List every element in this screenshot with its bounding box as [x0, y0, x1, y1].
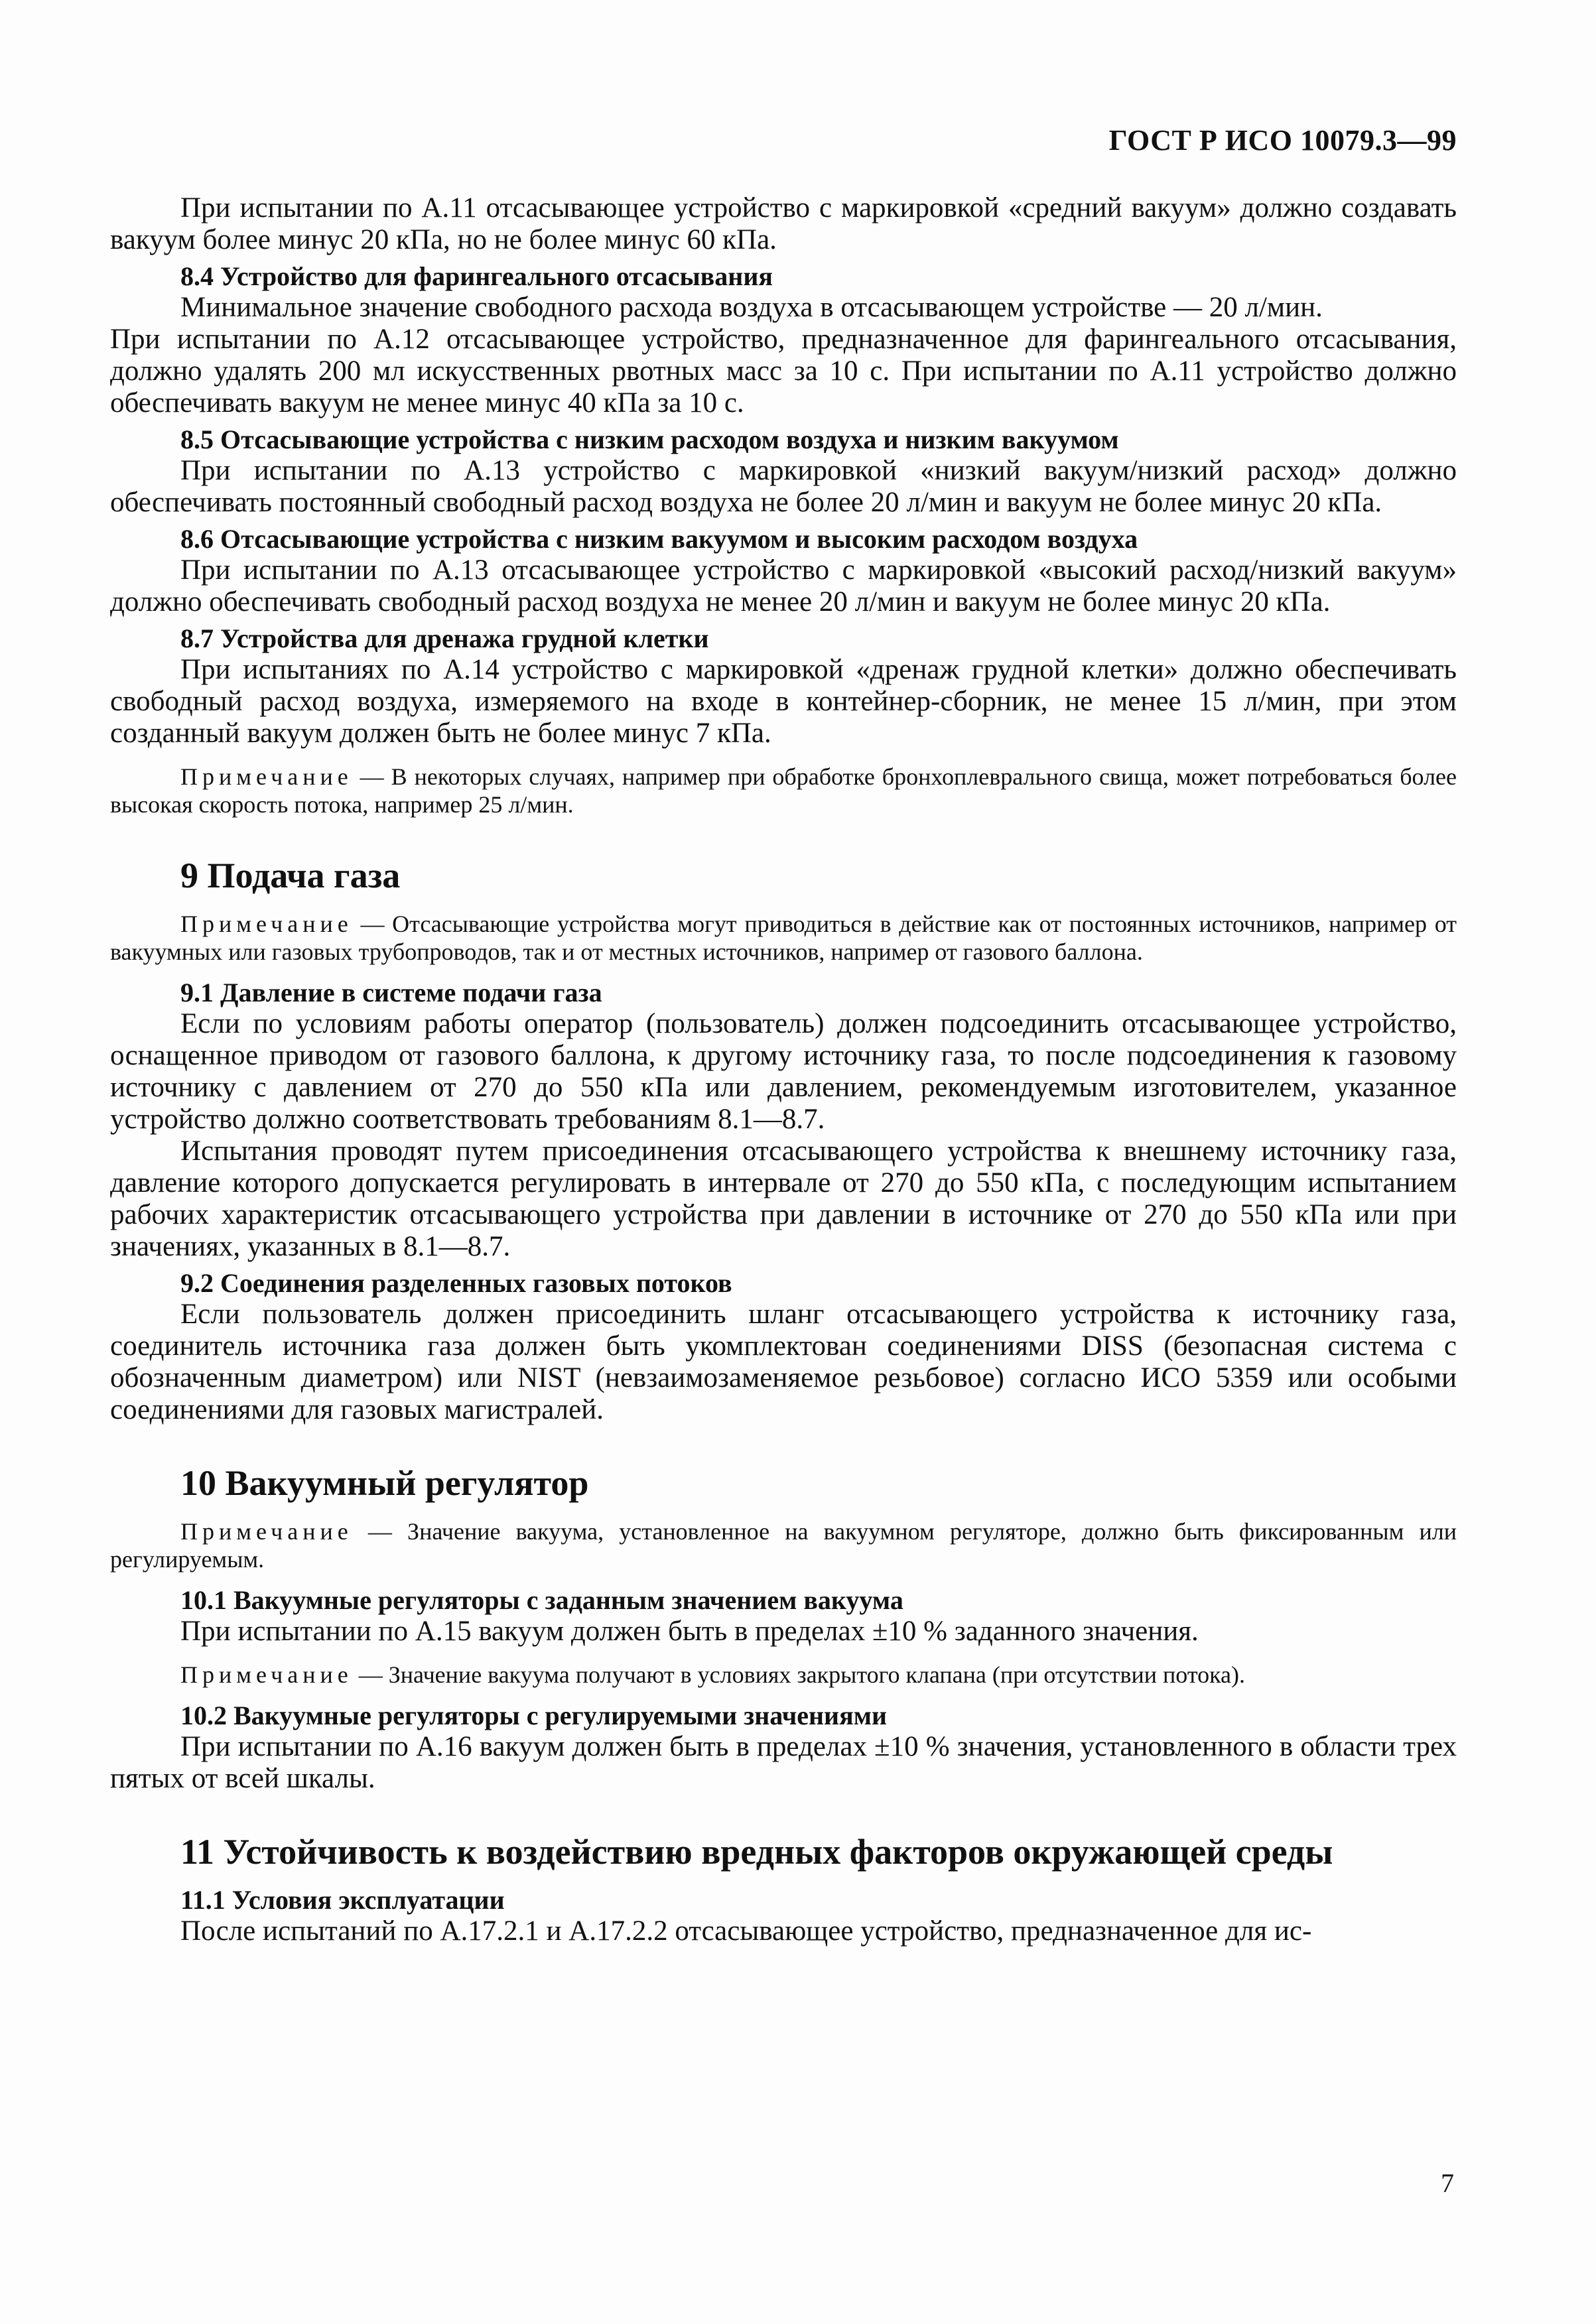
note-10	[110, 1517, 1457, 1573]
note-text: — Значение вакуума, установленное на вакуумном регуляторе, должно быть фиксированным или регулируемым.	[110, 1518, 1457, 1573]
note-label: Примечание	[180, 1661, 353, 1688]
subsection-heading-8-4: 8.4 Устройство для фарингеального отсасывания	[180, 261, 773, 291]
note-10-1	[110, 1661, 1457, 1689]
subsection-heading-9-1: 9.1 Давление в системе подачи газа	[180, 978, 602, 1007]
subsection-heading-8-5: 8.5 Отсасывающие устройства с низким расходом воздуха и низким вакуумом	[180, 424, 1119, 454]
paragraph-8-5: При испытании по А.13 устройство с маркировкой «низкий вакуум/низкий расход» должно обеспечивать постоянный свободный расход воздуха не более 20 л/мин и вакуум не более минус 20 кПа.	[110, 455, 1457, 518]
note-9	[110, 910, 1457, 966]
section-heading-11: 11 Устойчивость к воздействию вредных факторов окружающей среды	[180, 1832, 1333, 1872]
section-heading-9: 9 Подача газа	[180, 856, 401, 895]
paragraph-11-1: После испытаний по А.17.2.1 и А.17.2.2 отсасывающее устройство, предназначенное для ис-	[180, 1915, 1312, 1947]
subsection-heading-8-7: 8.7 Устройства для дренажа грудной клетки	[180, 623, 709, 653]
note-text: — Значение вакуума получают в условиях закрытого клапана (при отсутствии потока).	[352, 1661, 1245, 1688]
note-label: Примечание	[180, 911, 353, 937]
paragraph-9-1-1: Если по условиям работы оператор (пользователь) должен подсоединить отсасывающее устройство, оснащенное приводом от газового баллона, к другому источнику газа, то после подсоединения к газовому источнику с давлением от 270 до 550 кПа или давлением, рекомендуемым изготовителем, указанное устройство должно соответствовать требованиям 8.1—8.7.	[110, 1008, 1457, 1135]
paragraph-9-2: Если пользователь должен присоединить шланг отсасывающего устройства к источнику газа, соединитель источника газа должен быть укомплектован соединениями DISS (безопасная система с обозначенным диаметром) или NIST (невзаимозаменяемое резьбовое) согласно ИСО 5359 или особыми соединениями для газовых магистралей.	[110, 1299, 1457, 1425]
section-heading-10: 10 Вакуумный регулятор	[180, 1463, 589, 1503]
paragraph-8-4-1: Минимальное значение свободного расхода воздуха в отсасывающем устройстве — 20 л/мин.	[180, 292, 1323, 323]
note-8-7	[110, 763, 1457, 818]
subsection-heading-10-1: 10.1 Вакуумные регуляторы с заданным значением вакуума	[180, 1585, 903, 1615]
page-number: 7	[1441, 2168, 1454, 2198]
subsection-heading-11-1: 11.1 Условия эксплуатации	[180, 1885, 505, 1915]
subsection-heading-10-2: 10.2 Вакуумные регуляторы с регулируемыми значениями	[180, 1701, 888, 1730]
subsection-heading-9-2: 9.2 Соединения разделенных газовых потоков	[180, 1268, 732, 1298]
paragraph-10-2: При испытании по А.16 вакуум должен быть в пределах ±10 % значения, установленного в области трех пятых от всей шкалы.	[110, 1731, 1457, 1794]
note-label: Примечание	[180, 763, 353, 790]
paragraph-8-7: При испытаниях по А.14 устройство с маркировкой «дренаж грудной клетки» должно обеспечивать свободный расход воздуха, измеряемого на входе в контейнер-сборник, не менее 15 л/мин, при этом созданный вакуум должен быть не более минус 7 кПа.	[110, 654, 1457, 749]
paragraph-8-6: При испытании по А.13 отсасывающее устройство с маркировкой «высокий расход/низкий вакуум» должно обеспечивать свободный расход воздуха не менее 20 л/мин и вакуум не более минус 20 кПа.	[110, 554, 1457, 617]
paragraph-9-1-2: Испытания проводят путем присоединения отсасывающего устройства к внешнему источнику газа, давление которого допускается регулировать в интервале от 270 до 550 кПа, с последующим испытанием рабочих характеристик отсасывающего устройства при давлении в источнике от 270 до 550 кПа или при значениях, указанных в 8.1—8.7.	[110, 1135, 1457, 1262]
note-text: — Отсасывающие устройства могут приводиться в действие как от постоянных источников, например от вакуумных или газовых трубопроводов, так и от местных источников, например от газового баллона.	[110, 911, 1457, 965]
note-label: Примечание	[180, 1518, 353, 1545]
standard-designation-header: ГОСТ Р ИСО 10079.3—99	[1108, 124, 1457, 157]
paragraph-8-3-end: При испытании по А.11 отсасывающее устройство с маркировкой «средний вакуум» должно создавать вакуум более минус 20 кПа, но не более минус 60 кПа.	[110, 192, 1457, 255]
paragraph-10-1: При испытании по А.15 вакуум должен быть в пределах ±10 % заданного значения.	[180, 1616, 1199, 1647]
page-content	[110, 192, 1457, 1947]
subsection-heading-8-6: 8.6 Отсасывающие устройства с низким вакуумом и высоким расходом воздуха	[180, 524, 1138, 554]
paragraph-8-4-2: При испытании по А.12 отсасывающее устройство, предназначенное для фарингеального отсасывания, должно удалять 200 мл искусственных рвотных масс за 10 с. При испытании по А.11 устройство должно обеспечивать вакуум не менее минус 40 кПа за 10 с.	[110, 324, 1457, 419]
note-text: — В некоторых случаях, например при обработке бронхоплеврального свища, может потребоваться более высокая скорость потока, например 25 л/мин.	[110, 763, 1457, 818]
